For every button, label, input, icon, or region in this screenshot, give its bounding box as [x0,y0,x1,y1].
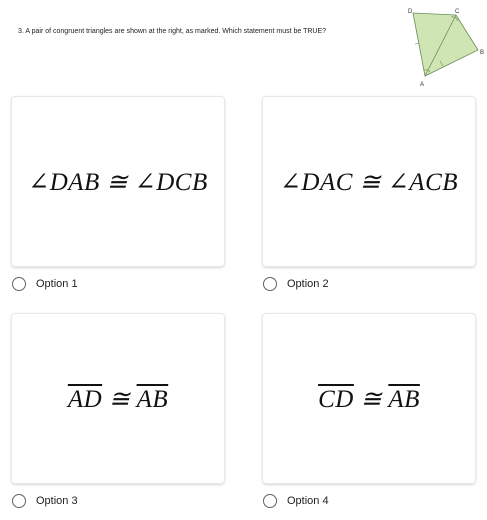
choice-1-congruent-symbol: ≅ [99,168,135,196]
option-4[interactable] [263,492,329,510]
question-text: 3. A pair of congruent triangles are shown at the right, as marked. Which statement must be TRUE? [18,28,327,35]
quadrilateral-figure [398,4,486,90]
option-3-radio[interactable] [12,494,26,508]
choice-3-statement [68,384,168,414]
choice-2-congruent-symbol: ≅ [352,168,388,196]
option-4-label: Option 4 [287,495,329,507]
choice-3-right-segment: $\overline{AB}$ [136,385,169,413]
choice-2-left: ∠DAC [279,168,353,196]
vertex-label-d: D [408,9,413,15]
option-1[interactable] [12,275,78,293]
choice-4-right-segment: $\overline{AB}$ [388,385,420,413]
option-1-label: Option 1 [36,278,78,290]
option-2-radio[interactable] [263,277,277,291]
quadrilateral-shape [413,13,478,76]
vertex-label-b: B [480,50,485,56]
choice-3-congruent-symbol: ≅ [102,385,137,413]
choice-4-left-segment: $\overline{CD}$ [318,385,354,413]
choice-1-right: ∠DCB [134,168,208,196]
choice-card-3[interactable] [12,314,224,483]
option-1-radio[interactable] [12,277,26,291]
choice-card-4[interactable] [263,314,475,483]
choice-card-2[interactable] [263,97,475,266]
option-3[interactable] [12,492,78,510]
vertex-label-c: C [455,9,460,15]
choice-2-statement [280,167,458,197]
tick-mark [415,43,419,44]
choice-1-left: ∠DAB [28,168,100,196]
option-3-label: Option 3 [36,495,78,507]
option-4-radio[interactable] [263,494,277,508]
choice-4-statement [318,384,420,414]
vertex-label-a: A [420,82,425,88]
choice-4-congruent-symbol: ≅ [353,385,389,413]
option-2[interactable] [263,275,329,293]
choice-2-right: ∠ACB [387,168,459,196]
choice-3-left-segment: $\overline{AD}$ [67,385,103,413]
choice-1-statement [28,167,207,197]
option-2-label: Option 2 [287,278,329,290]
choice-card-1[interactable] [12,97,224,266]
